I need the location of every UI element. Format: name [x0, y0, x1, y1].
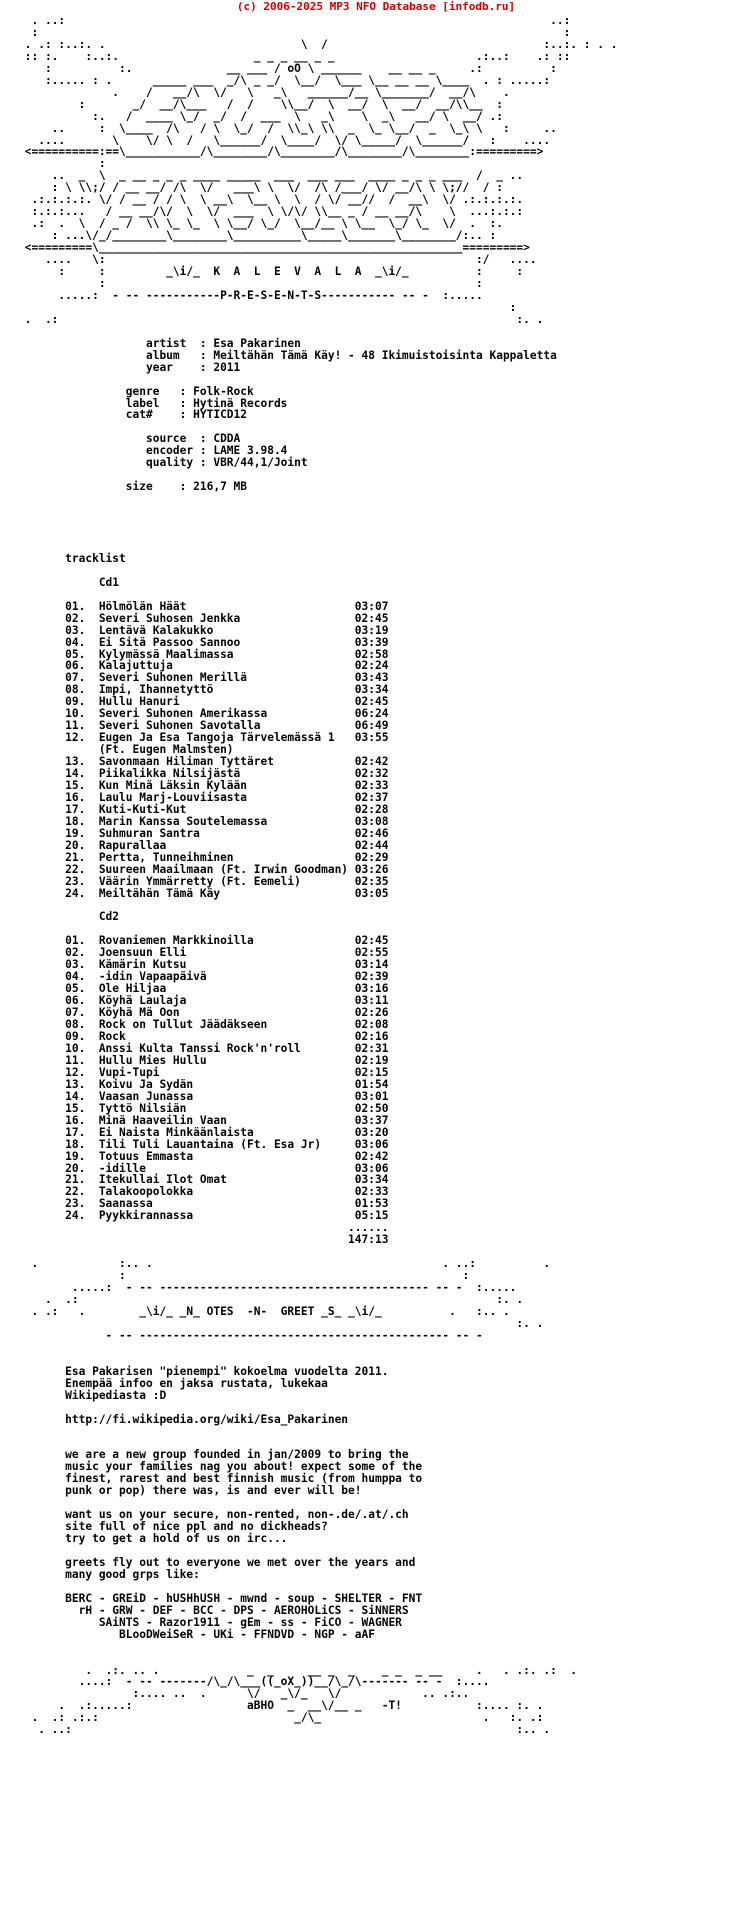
nfo-text: . ..: ..: : : . .: :..:. . \ / :..:. : . . :: :. :..:. _ _ _ __ _ _ .:..: .: :: : :. __ ___ / oO \ ______ __ __ _ .: : :..... : . _____ ___ _/\ _ _/ \__/ \___ \__ __ __ \____ . : .....: . / __/\ \/ \ _\ ______/__ \_______/ __/\ . : _/ __/\___ / / \\__/ \ __/ \ __/ __/\\__ : :. / ____ \_/ _/ / ___ \ _\ \ _\ __/ \ __/ .: .. : \____ /\ / \ \_/ / \\_\ \\ _ \_ \__/ _ \_\ \ : .. .... \ \/ \ / \______/ \____/ \/ \_____/ \______/ : .... <==========:==\___________/\________/\________/\________/\________:=========> : .. _ \ _ __ _ _ _ ____ _____ ___ ___ ___ ____ _ _ _ ___ / _ .. : \ \\;/ / __ __/ /\ \/ ___\ \ \/ /\ /___/ \/ __/\ \ \;// / : .:.:.:.:. \/ / __ / / \ \ __\ \__ \ \ / \/ __// / __\ \/ .:.:.:.:. :.:.:... / __ __/\/ \ \/ ___ \ \/\/ \\__ _ / __ __/\ \ ...:.:.: .: . \ / _ / \\ \_ \_ \ \__/ \_/ \__/__ \ \__ \_/ \_ \/ . :. : ...\/_/________\________\__________\_____\_______\________/:.. : <=========\______________________________________________________=========> .... \: :/ .... : : _\i/_ K A L E V A L A _\i/_ : : : : .....: - -- -----------P-R-E-S-E-N-T-S----------- -- - :..... : . .: :. . artist : Esa Pakarinen album : Meiltähän Tämä Käy! - 48 Ikimuistoisinta Kappaletta year : 2011 genre : Folk-Rock label : Hytinä Records cat# : HYTICD12 source : CDDA encoder : LAME 3.98.4 quality : VBR/44,1/Joint size : 216,7 MB tracklist Cd1 01. Hölmölän Häät 03:07 02. Severi Suhosen Jenkka 02:45 03. Lentävä Kalakukko 03:19 04. Ei Sitä Passoo Sannoo 03:39 05. Kylymässä Maalimassa 02:58 06. Kalajuttuja 02:24 07. Severi Suhonen Merillä 03:43 08. Impi, Ihannetyttö 03:34 09. Hullu Hanuri 02:45 10. Severi Suhonen Amerikassa 06:24 11. Severi Suhonen Savotalla 06:49 12. Eugen Ja Esa Tangoja Tärvelemässä 1 03:55 (Ft. Eugen Malmsten) 13. Savonmaan Hiliman Tyttäret 02:42 14. Piikalikka Nilsijästä 02:32 15. Kun Minä Läksin Kylään 02:33 16. Laulu Marj-Louviisasta 02:37 17. Kuti-Kuti-Kut 02:28 18. Marin Kanssa Soutelemassa 03:08 19. Suhmuran Santra 02:46 20. Rapurallaa 02:44 21. Pertta, Tunneihminen 02:29 22. Suureen Maailmaan (Ft. Irwin Goodman) 03:26 23. Väärin Ymmärretty (Ft. Eemeli) 02:35 24. Meiltähän Tämä Käy 03:05 Cd2 01. Rovaniemen Markkinoilla 02:45 02. Joensuun Elli 02:55 03. Kämärin Kutsu 03:14 04. -idin Vapaapäivä 02:39 05. Ole Hiljaa 03:16 06. Köyhä Laulaja 03:11 07. Köyhä Mä Oon 02:26 08. Rock on Tullut Jäädäkseen 02:08 09. Rock 02:16 10. Anssi Kulta Tanssi Rock'n'roll 02:31 11. Hullu Mies Hullu 02:19 12. Vupi-Tupi 02:15 13. Koivu Ja Sydän 01:54 14. Vaasan Junassa 03:01 15. Tyttö Nilsiän 02:50 16. Minä Haaveilin Vaan 03:37 17. Ei Naista Minkäänlaista 03:20 18. Tili Tuli Lauantaina (Ft. Esa Jr) 03:06 19. Totuus Emmasta 02:42 20. -idille 03:06 21. Itekullai Ilot Omat 03:34 22. Talakoopolokka 02:33 23. Saanassa 01:53 24. Pyykkirannassa 05:15 ...... 147:13 . :.. . . ..: . : : .....: - -- ---------------------------------------- -- - :..... . .: :. . . .: . _\i/_ _N_ OTES -N- GREET _S_ _\i/_ . :.. . :. . - -- ---------------------------------------------- -- - Esa Pakarisen "pienempi" kokoelma vuodelta 2011. Enempää infoo en jaksa rustata, lukekaa Wikipediasta :D http://fi.wikipedia.org/wiki/Esa_Pakarinen we are a new group founded in jan/2009 to bring the music your families nag you about! expect some of the finest, rarest and best finnish music (from humppa to punk or pop) there was, is and ever will be! want us on your secure, non-rented, non-.de/.at/.ch site full of nice ppl and no dickheads? try to get a hold of us on irc... greets fly out to everyone we met over the years and many good grps like: BERC - GREiD - hUSHhUSH - mwnd - soup - SHELTER - FNT rH - GRW - DEF - BCC - DPS - AEROHOLiCS - SiNNERS SAiNTS - Razor1911 - gEm - ss - FiCO - WAGNER BLooDWeiSeR - UKi - FFNDVD - NGP - aAF . .:. .. . _ _ __ _ _ _ _ _ __ . . .:. .: . ....: - -- -------/\_/\___((_oX_))__/\_/\------- -- - :.... :.... .. . \/ _\/_ \/ .. .:.. . .:.....: aBHO _ __\/__ _ -T! :.... :. . . .: .:.: _/\_ . :. .: . ..: :.. . [24, 14, 618, 1737]
site-header: (c) 2006-2025 MP3 NFO Database [infodb.ru] [236, 0, 516, 13]
